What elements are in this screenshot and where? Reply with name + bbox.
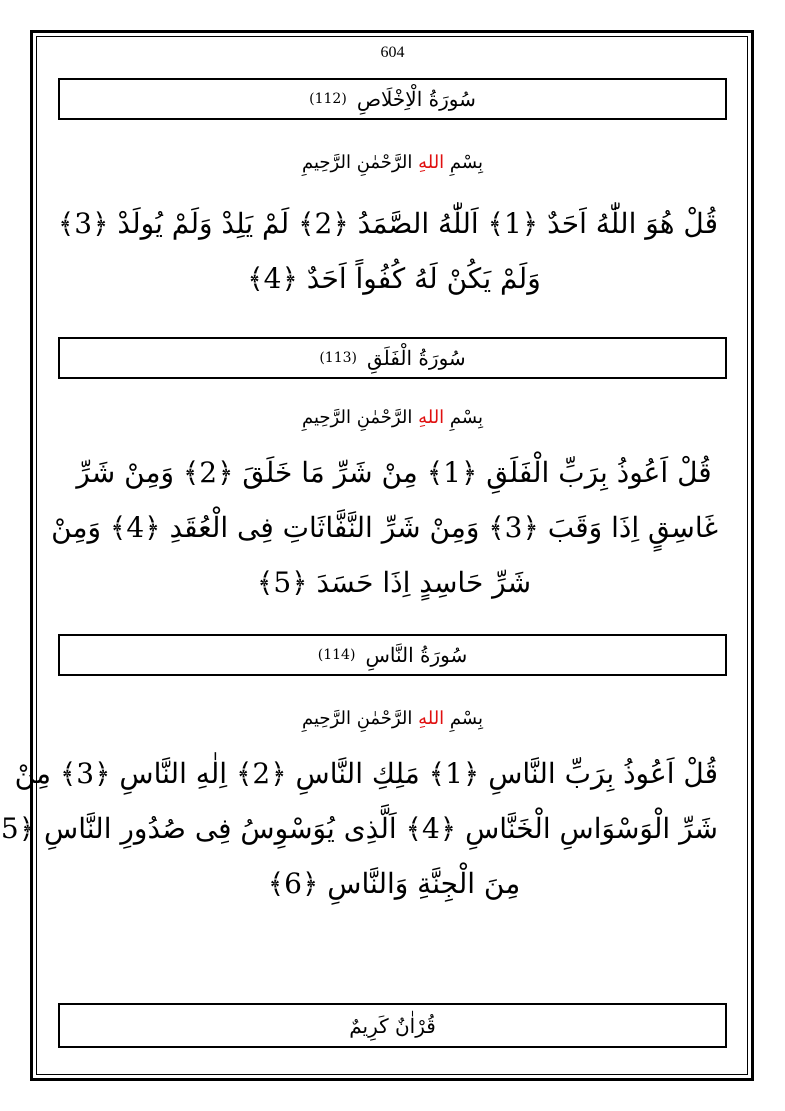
bismillah: بِسْمِ اللهِ الرَّحْمٰنِ الرَّحِيمِ: [302, 152, 483, 173]
verse-line: غَاسِقٍ اِذَا وَقَبَ ﴿3﴾ وَمِنْ شَرِّ النَّفَّاثَاتِ فِى الْعُقَدِ ﴿4﴾ وَمِنْ: [51, 511, 718, 544]
surah-number: (112): [309, 91, 347, 107]
surah-header-falaq: [58, 337, 727, 379]
surah-header-ikhlas: [58, 78, 727, 120]
allah-word: اللهِ: [418, 407, 445, 428]
surah-title: سُورَةُ الْفَلَقِ: [367, 346, 466, 370]
surah-number: (114): [317, 647, 356, 663]
bismillah: بِسْمِ اللهِ الرَّحْمٰنِ الرَّحِيمِ: [302, 407, 483, 428]
verse-line: شَرِّ الْوَسْوَاسِ الْخَنَّاسِ ﴿4﴾ اَلَّذِى يُوَسْوِسُ فِى صُدُورِ النَّاسِ ﴿5: [0, 812, 718, 845]
verse-line: قُلْ اَعُوذُ بِرَبِّ النَّاسِ ﴿1﴾ مَلِكِ النَّاسِ ﴿2﴾ اِلٰهِ النَّاسِ ﴿3﴾ مِنْ: [14, 757, 718, 790]
allah-word: اللهِ: [418, 152, 445, 173]
verse-line: قُلْ هُوَ اللّٰهُ اَحَدٌ ﴿1﴾ اَللّٰهُ الصَّمَدُ ﴿2﴾ لَمْ يَلِدْ وَلَمْ يُولَدْ ﴿3﴾: [57, 207, 718, 240]
surah-number: (113): [319, 350, 357, 366]
verse-line: وَلَمْ يَكُنْ لَهُ كُفُواً اَحَدٌ ﴿4﴾: [247, 262, 541, 295]
surah-verses-nas: [0, 746, 718, 911]
footer-box: [58, 1003, 727, 1048]
surah-verses-ikhlas: [57, 196, 718, 306]
verse-line: مِنَ الْجِنَّةِ وَالنَّاسِ ﴿6﴾: [267, 867, 521, 900]
bismillah: بِسْمِ اللهِ الرَّحْمٰنِ الرَّحِيمِ: [302, 708, 483, 729]
surah-title: سُورَةُ الْاِخْلَاصِ: [356, 87, 476, 111]
page-number: 604: [380, 44, 405, 61]
footer-text: قُرْاٰنٌ كَرِيمٌ: [349, 1013, 436, 1038]
verse-line: قُلْ اَعُوذُ بِرَبِّ الْفَلَقِ ﴿1﴾ مِنْ شَرِّ مَا خَلَقَ ﴿2﴾ وَمِنْ شَرِّ: [76, 456, 712, 489]
surah-title: سُورَةُ النَّاسِ: [365, 643, 468, 667]
allah-word: اللهِ: [418, 708, 445, 729]
surah-header-nas: [58, 634, 727, 676]
surah-verses-falaq: [51, 445, 718, 610]
verse-line: شَرِّ حَاسِدٍ اِذَا حَسَدَ ﴿5﴾: [256, 566, 532, 599]
